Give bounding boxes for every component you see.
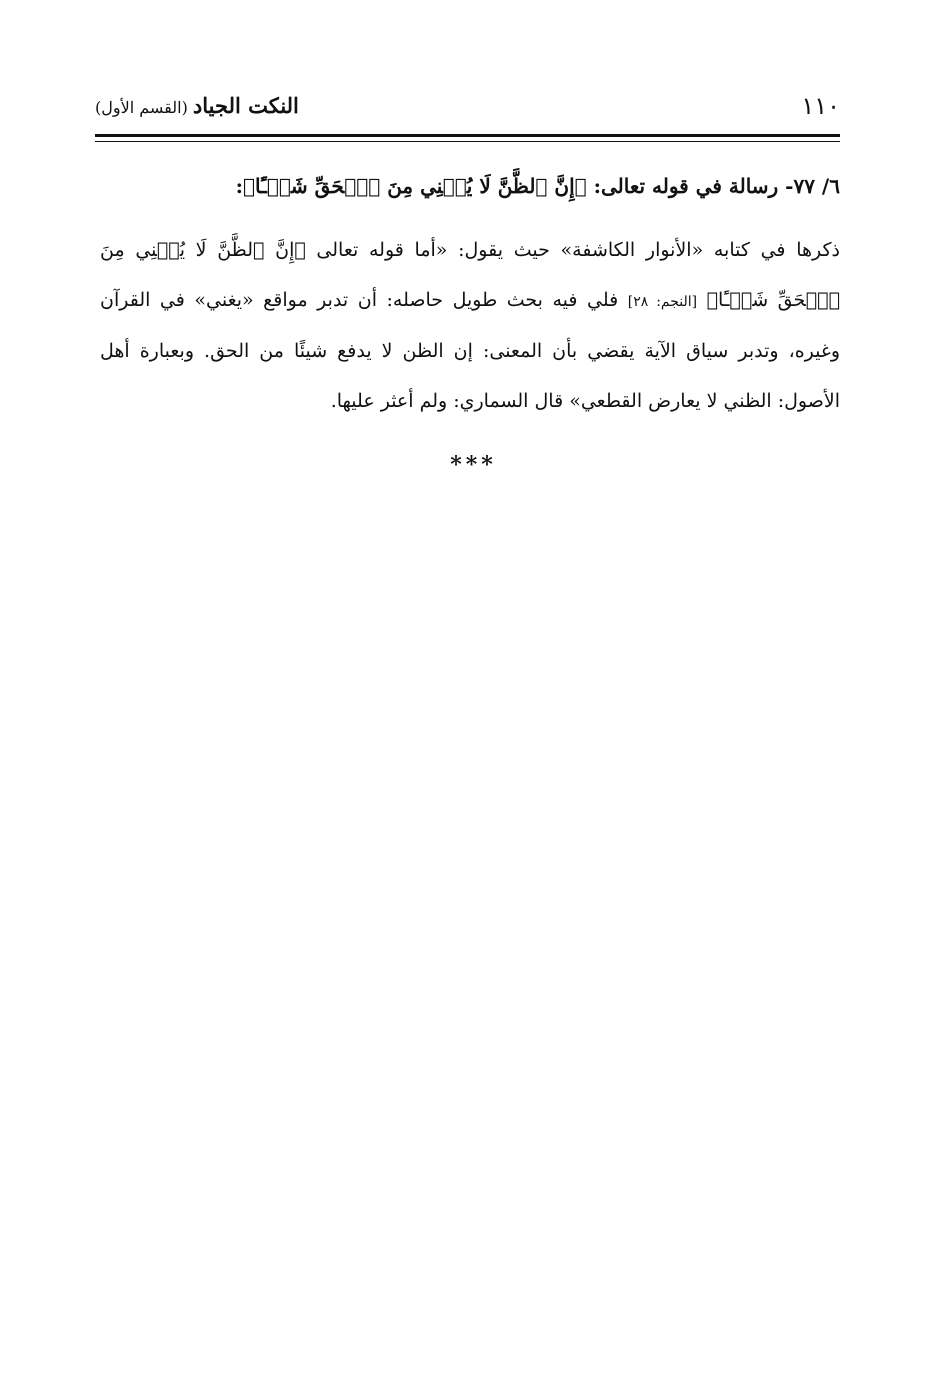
running-header [95,88,840,124]
book-title: النكت الجياد [192,93,299,118]
header-rule-thin [95,141,840,142]
header-rule-thick [95,134,840,137]
paragraph-text-part2: فلي فيه بحث طويل حاصله: أن تدبر مواقع «يغني» في القرآن وغيره، وتدبر سياق الآية يقضي بأن المعنى: إن الظن لا يدفع شيئًا من الحق. وبعبارة أهل الأصول: الظني لا يعارض القطعي» قال السماري: ولم أعثر عليها. [100,288,840,412]
paragraph-text-part1: ذكرها في كتابه «الأنوار الكاشفة» حيث يقول: «أما قوله تعالى ﴿إِنَّ ٱلظَّنَّ لَا يُغۡنِي مِنَ ٱلۡحَقِّ شَيۡـًٔا﴾ [100,239,840,311]
entry-paragraph [100,226,840,426]
entry-heading: ٦/ ٧٧- رسالة في قوله تعالى: ﴿إِنَّ ٱلظَّنَّ لَا يُغۡنِي مِنَ ٱلۡحَقِّ شَيۡـًٔا﴾: [235,174,840,198]
running-title [95,88,299,126]
section-label: (القسم الأول) [95,98,188,117]
page-number: ١١٠ [801,92,840,120]
section-separator: *** [450,452,497,478]
verse-reference: [النجم: ٢٨] [627,293,698,310]
